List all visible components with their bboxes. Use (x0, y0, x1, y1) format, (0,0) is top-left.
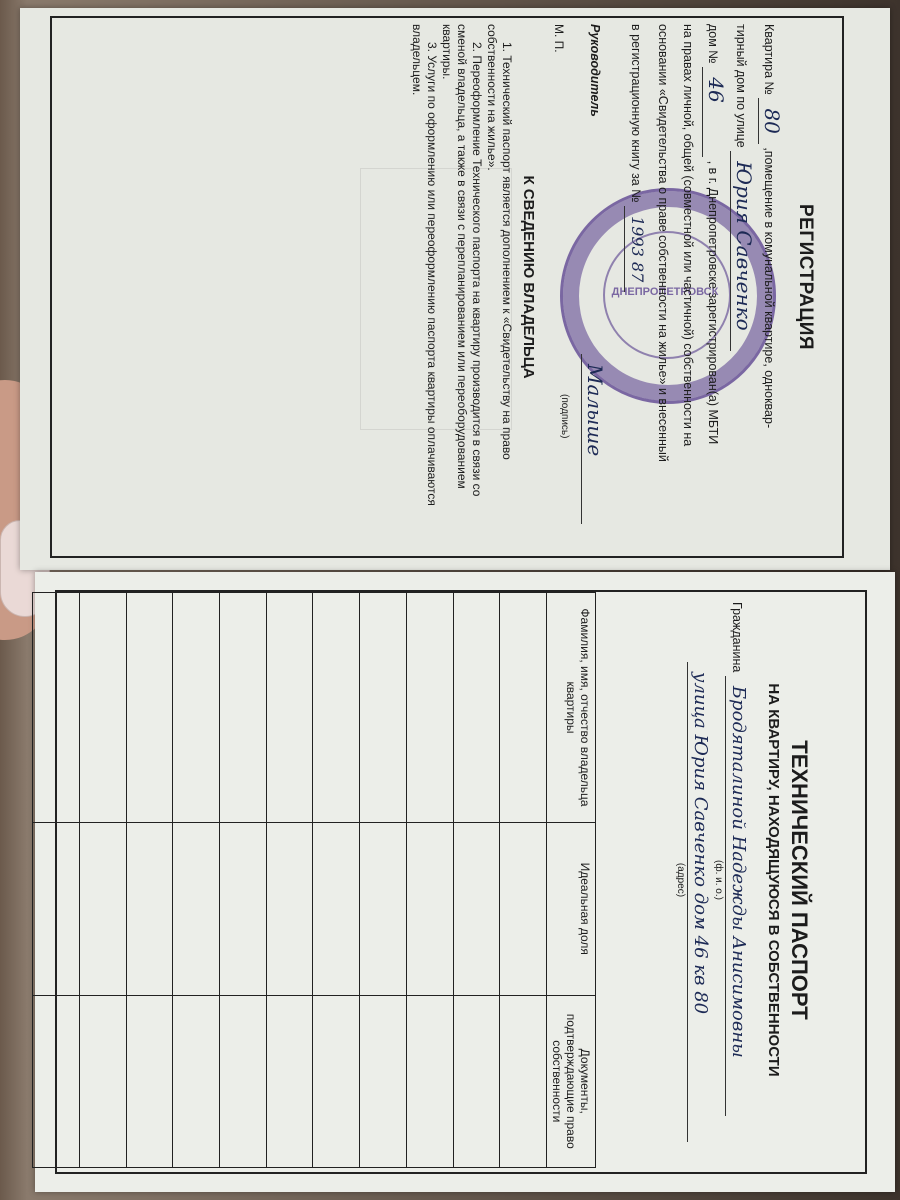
apartment-line-suffix: ,помещение в комунальной квартире, одноквар- (762, 147, 776, 429)
citizen-name: Бродяталиной Надежды Анисимовны (725, 676, 751, 1116)
address-hint: (адрес) (675, 862, 686, 898)
passport-subtitle: НА КВАРТИРУ, НАХОДЯЩУЮСЯ В СОБСТВЕННОСТИ (765, 683, 782, 1077)
apartment-number: 80 (758, 98, 784, 143)
street-name: Юрия Савченко (730, 151, 756, 351)
table-row (33, 593, 80, 1168)
book-label: в регистрационную книгу за № (629, 24, 643, 203)
table-row (126, 593, 173, 1168)
passport-title: ТЕХНИЧЕСКИЙ ПАСПОРТ (787, 740, 812, 1020)
table-row (79, 593, 126, 1168)
ownership-docs-header: Документы, подтверждающие право собственности (547, 995, 596, 1168)
stamp-text: ДНЕПРОПЕТРОВСК (611, 286, 719, 298)
registration-line-3 (700, 24, 728, 530)
table-row (360, 593, 407, 1168)
passport-content (26, 592, 826, 1168)
registration-content (38, 12, 818, 542)
notice-title: К СВЕДЕНИЮ ВЛАДЕЛЬЦА (520, 175, 537, 379)
mp-label: М. П. (552, 24, 566, 53)
table-row (313, 593, 360, 1168)
registration-line-5: основании «Свидетельства о праве собственности на жилье» и внесенный (656, 24, 670, 462)
owners-table (32, 592, 596, 1168)
notice-list (409, 12, 520, 542)
table-row (266, 593, 313, 1168)
ideal-share-header: Идеальная доля (547, 823, 596, 996)
notice-item-1: 1. Технический паспорт является дополнением к «Свидетельству на право собственности на жилье». (485, 24, 514, 460)
table-header-row (547, 593, 596, 1168)
registration-line-6 (623, 24, 650, 530)
registration-title: РЕГИСТРАЦИЯ (795, 203, 816, 351)
apartment-label: Квартира № (762, 24, 776, 95)
head-signature-row (547, 24, 607, 530)
registration-line-2 (728, 24, 756, 530)
table-row (173, 593, 220, 1168)
table-row (500, 593, 547, 1168)
notice-item-2: 2. Переоформление Технического паспорта на квартиру производится в связи со сменой владельца, а также в связи с перепланированием или переоборудованием квартиры. (440, 24, 484, 497)
address-row (686, 592, 713, 1168)
house-number: 46 (702, 67, 728, 157)
head-signature: Малыше (581, 354, 607, 524)
address-value: улица Юрия Савченко дом 46 кв 80 (687, 662, 713, 1142)
citizen-label: Гражданина (730, 602, 744, 673)
head-label: Руководитель (588, 24, 602, 117)
table-row (453, 593, 500, 1168)
registration-line-4: на правах личной, общей (совместной или частичной) собственности на (681, 24, 695, 447)
registration-line-1 (756, 24, 784, 530)
fio-hint: (ф. и. о.) (713, 860, 724, 900)
table-row (219, 593, 266, 1168)
house-label: дом № (706, 24, 720, 64)
table-row (406, 593, 453, 1168)
owner-name-header: Фамилия, имя, отчество владельца квартиры (547, 593, 596, 823)
house-line-suffix: , в г. Днепропетровске зарегистрирован(а) МБТИ (706, 160, 720, 445)
owners-table-body (33, 593, 547, 1168)
signature-hint: (подпись) (559, 394, 570, 439)
notice-item-3: 3. Услуги по оформлению или переоформлению паспорта квартиры оплачиваются владельцем. (410, 24, 439, 506)
book-number: 1993 87 (624, 206, 650, 292)
citizen-row (724, 592, 751, 1168)
street-label: тирный дом по улице (734, 24, 748, 148)
